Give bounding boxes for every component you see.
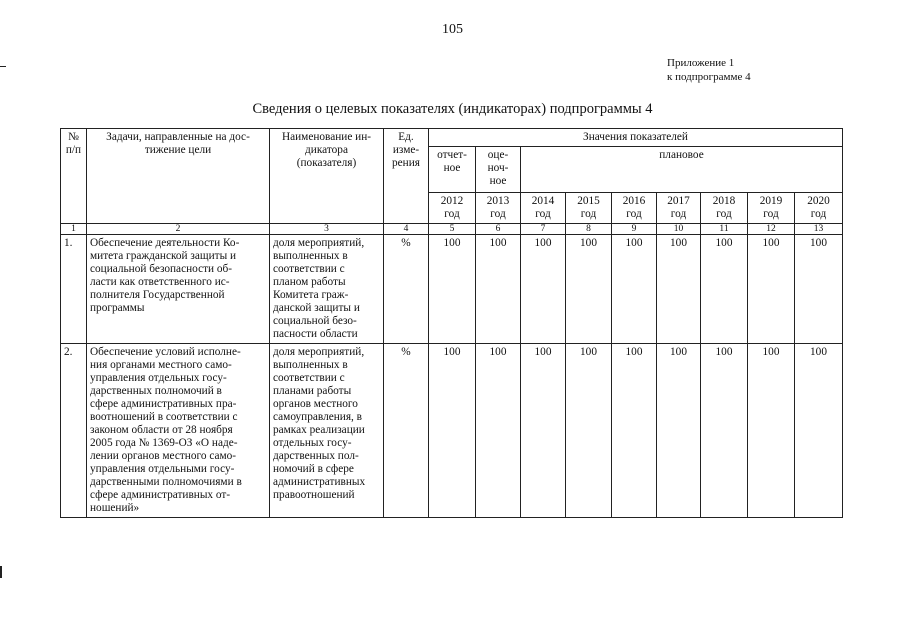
task-cell: Обеспечение деятельности Ко- митета гражданской защиты и социальной безопасности об- ласти как ответственного ис- полнителя Государственной программы [87,235,270,344]
value-cell: 100 [795,235,843,344]
indicator-cell: доля мероприятий, выполненных в соответствии с планом работы Комитета граж- данской защиты и социальной безо- пасности области [270,235,384,344]
header-estimate: оце- ноч- ное [476,147,521,193]
year-cell: 2019 год [748,193,795,224]
year-cell: 2015 год [566,193,612,224]
column-number: 13 [795,224,843,235]
column-number: 12 [748,224,795,235]
header-indicator: Наименование ин- дикатора (показателя) [270,129,384,224]
unit-cell: % [384,344,429,518]
margin-mark-top [0,66,6,67]
appendix-line-1: Приложение 1 [667,57,735,69]
column-number: 11 [701,224,748,235]
column-number: 10 [657,224,701,235]
unit-cell: % [384,235,429,344]
year-cell: 2013 год [476,193,521,224]
year-cell: 2018 год [701,193,748,224]
value-cell: 100 [612,235,657,344]
value-cell: 100 [521,235,566,344]
header-unit: Ед. изме- рения [384,129,429,224]
value-cell: 100 [701,235,748,344]
header-report: отчет- ное [429,147,476,193]
header-values: Значения показателей [429,129,843,147]
indicator-cell: доля мероприятий, выполненных в соответствии с планами работы органов местного самоуправления, в рамках реализации отдельных госу- дарственных пол- номочий в сфере административных правоотношений [270,344,384,518]
year-cell: 2012 год [429,193,476,224]
column-number: 7 [521,224,566,235]
value-cell: 100 [657,344,701,518]
value-cell: 100 [657,235,701,344]
value-cell: 100 [429,235,476,344]
table-row [61,344,843,518]
header-row-1 [61,129,843,147]
value-cell: 100 [566,235,612,344]
column-number: 2 [87,224,270,235]
value-cell: 100 [476,235,521,344]
value-cell: 100 [566,344,612,518]
table-row [61,235,843,344]
row-number: 2. [61,344,87,518]
year-cell: 2017 год [657,193,701,224]
value-cell: 100 [429,344,476,518]
document-title: Сведения о целевых показателях (индикаторах) подпрограммы 4 [252,101,653,117]
value-cell: 100 [701,344,748,518]
appendix-line-2: к подпрограмме 4 [667,71,751,83]
column-number: 3 [270,224,384,235]
value-cell: 100 [476,344,521,518]
appendix-note [667,56,751,84]
year-cell: 2020 год [795,193,843,224]
margin-mark-bottom [0,566,2,578]
header-tasks: Задачи, направленные на дос- тижение цели [87,129,270,224]
value-cell: 100 [748,344,795,518]
header-num: № п/п [61,129,87,224]
value-cell: 100 [795,344,843,518]
column-number: 8 [566,224,612,235]
column-number: 5 [429,224,476,235]
column-number: 9 [612,224,657,235]
task-cell: Обеспечение условий исполне- ния органами местного само- управления отдельных госу- дарственных полномочий в сфере административных пра- воотношений в соответствии с законом области от 28 ноября 2005 года № 1369-ОЗ «О наде- лении органов местного само- управления отдельными госу- дарственными полномочиями в сфере административных от- ношений» [87,344,270,518]
value-cell: 100 [612,344,657,518]
column-number: 4 [384,224,429,235]
column-number: 1 [61,224,87,235]
column-number: 6 [476,224,521,235]
year-cell: 2014 год [521,193,566,224]
header-planned: плановое [521,147,843,193]
value-cell: 100 [748,235,795,344]
value-cell: 100 [521,344,566,518]
indicators-table [60,128,843,518]
page-number: 105 [442,22,463,37]
year-cell: 2016 год [612,193,657,224]
column-number-row [61,224,843,235]
row-number: 1. [61,235,87,344]
